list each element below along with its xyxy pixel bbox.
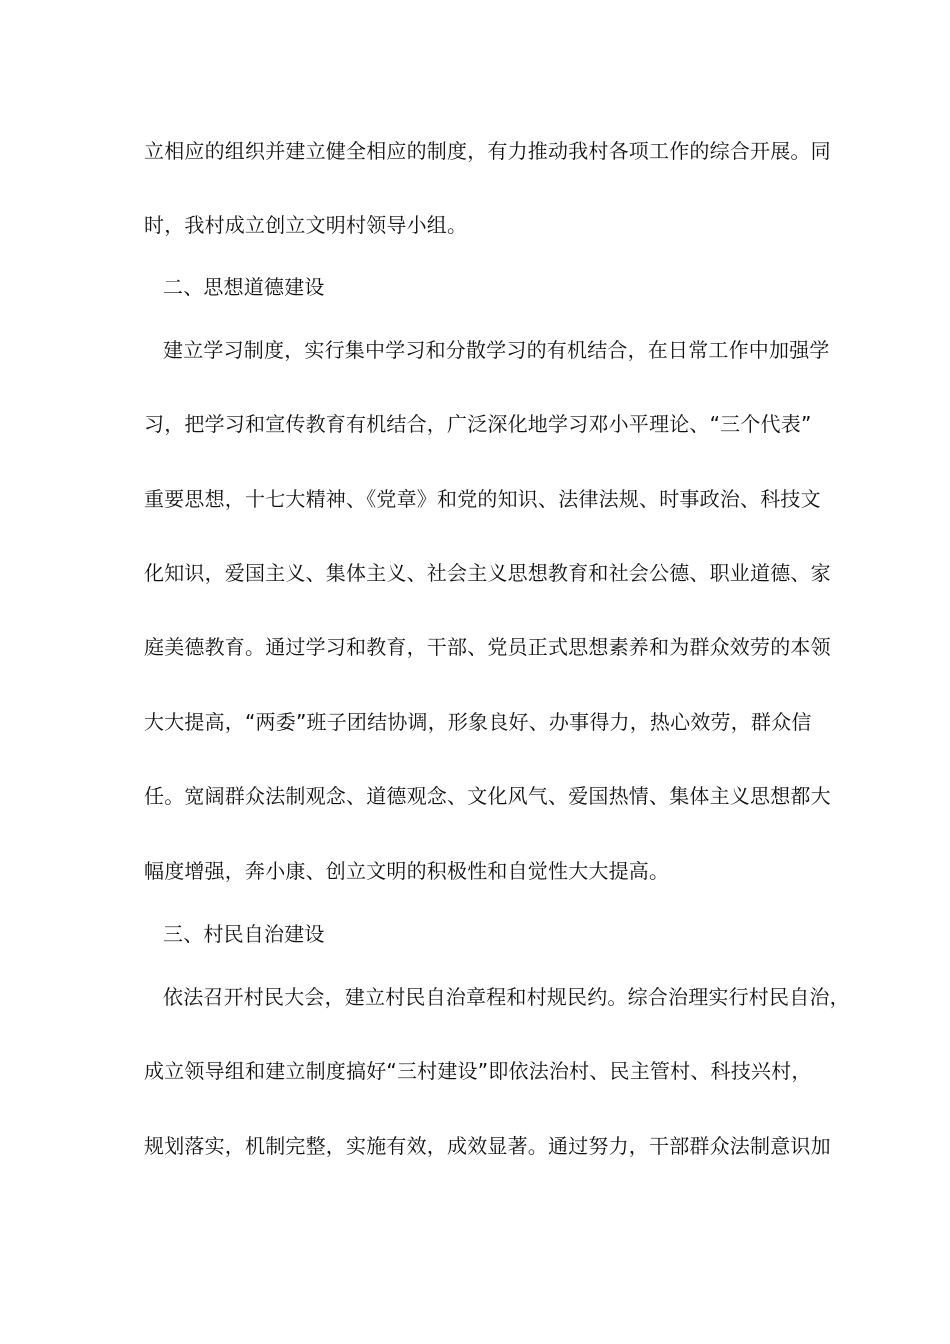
paragraph-line: 任。宽阔群众法制观念、道德观念、文化风气、爱国热情、集体主义思想都大	[144, 784, 831, 808]
paragraph-line: 大大提高，“两委”班子团结协调，形象良好、办事得力，热心效劳，群众信	[144, 710, 812, 734]
paragraph-line: 立相应的组织并建立健全相应的制度，有力推动我村各项工作的综合开展。同	[144, 139, 831, 163]
paragraph-line: 重要思想，十七大精神、《党章》和党的知识、法律法规、时事政治、科技文	[144, 487, 821, 511]
paragraph-line: 时，我村成立创立文明村领导小组。	[144, 213, 468, 237]
paragraph-line: 建立学习制度，实行集中学习和分散学习的有机结合，在日常工作中加强学	[163, 338, 830, 362]
section-heading: 三、村民自治建设	[163, 922, 325, 946]
paragraph-line: 依法召开村民大会，建立村民自治章程和村规民约。综合治理实行村民自治，	[163, 985, 850, 1009]
paragraph-line: 规划落实，机制完整，实施有效，成效显著。通过努力，干部群众法制意识加	[144, 1134, 831, 1158]
paragraph-line: 幅度增强，奔小康、创立文明的积极性和自觉性大大提高。	[144, 859, 670, 883]
section-heading: 二、思想道德建设	[163, 275, 325, 299]
paragraph-line: 习，把学习和宣传教育有机结合，广泛深化地学习邓小平理论、“三个代表”	[144, 412, 812, 436]
paragraph-line: 成立领导组和建立制度搞好“三村建设”即依法治村、民主管村、科技兴村，	[144, 1059, 812, 1083]
paragraph-line: 庭美德教育。通过学习和教育，干部、党员正式思想素养和为群众效劳的本领	[144, 635, 831, 659]
paragraph-line: 化知识，爱国主义、集体主义、社会主义思想教育和社会公德、职业道德、家	[144, 561, 831, 585]
